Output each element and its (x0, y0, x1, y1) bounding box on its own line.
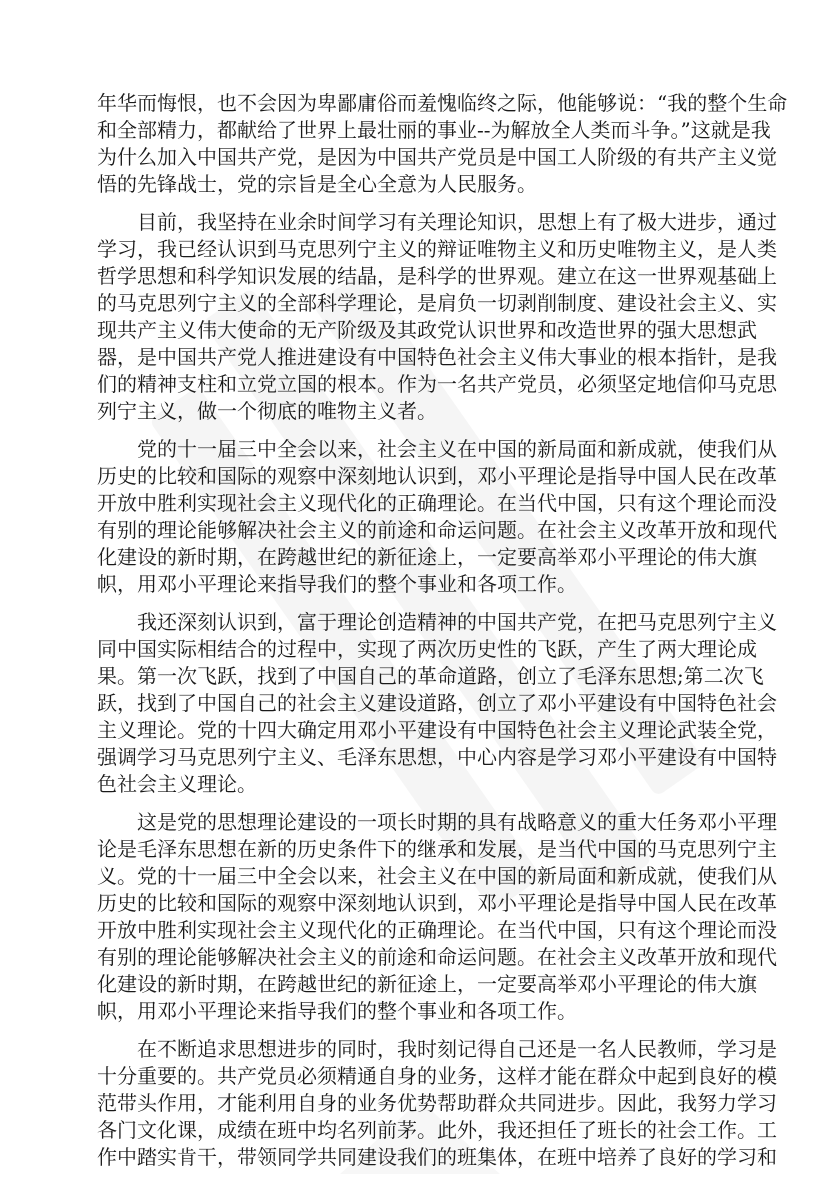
text-line: 现共产主义伟大使命的无产阶级及其政党认识世界和改造世界的强大思想武 (97, 318, 757, 342)
text-line: 强调学习马克思列宁主义、毛泽东思想，中心内容是学习邓小平建设有中国特 (97, 745, 777, 769)
text-line: 范带头作用，才能利用自身的业务优势帮助群众共同进步。因此，我努力学习 (97, 1091, 777, 1115)
paragraph (97, 436, 777, 598)
paragraph (97, 1036, 777, 1171)
text-line: 我还深刻认识到，富于理论创造精神的中国共产党，在把马克思列宁主义 (137, 610, 777, 634)
document-body (97, 90, 788, 1182)
paragraph (97, 209, 777, 425)
text-line: 化建设的新时期，在跨越世纪的新征途上，一定要高举邓小平理论的伟大旗 (97, 972, 757, 996)
text-line: 的马克思列宁主义的全部科学理论，是肩负一切剥削制度、建设社会主义、实 (97, 291, 777, 315)
text-line: 年华而悔恨，也不会因为卑鄙庸俗而羞愧临终之际，他能够说：“我的整个生命 (97, 91, 788, 115)
text-line: 作中踏实肯干，带领同学共同建设我们的班集体，在班中培养了良好的学习和 (97, 1145, 777, 1169)
text-line: 色社会主义理论。 (97, 772, 257, 796)
text-line: 有别的理论能够解决社会主义的前途和命运问题。在社会主义改革开放和现代 (97, 945, 777, 969)
text-line: 帜，用邓小平理论来指导我们的整个事业和各项工作。 (97, 999, 577, 1023)
text-line: 开放中胜利实现社会主义现代化的正确理论。在当代中国，只有这个理论而没 (97, 918, 777, 942)
text-line: 悟的先锋战士，党的宗旨是全心全意为人民服务。 (97, 172, 537, 196)
text-line: 有别的理论能够解决社会主义的前途和命运问题。在社会主义改革开放和现代 (97, 518, 777, 542)
text-line: 化建设的新时期，在跨越世纪的新征途上，一定要高举邓小平理论的伟大旗 (97, 545, 757, 569)
paragraph (97, 809, 777, 1025)
text-line: 列宁主义，做一个彻底的唯物主义者。 (97, 399, 437, 423)
text-line: 十分重要的。共产党员必须精通自身的业务，这样才能在群众中起到良好的模 (97, 1064, 777, 1088)
text-line: 论是毛泽东思想在新的历史条件下的继承和发展，是当代中国的马克思列宁主 (97, 837, 777, 861)
text-line: 在不断追求思想进步的同时，我时刻记得自己还是一名人民教师，学习是 (137, 1037, 777, 1061)
text-line: 为什么加入中国共产党，是因为中国共产党员是中国工人阶级的有共产主义觉 (97, 145, 777, 169)
text-line: 学习，我已经认识到马克思列宁主义的辩证唯物主义和历史唯物主义，是人类 (97, 237, 777, 261)
text-line: 这是党的思想理论建设的一项长时期的具有战略意义的重大任务邓小平理 (137, 810, 777, 834)
text-line: 主义理论。党的十四大确定用邓小平建设有中国特色社会主义理论武装全党， (97, 718, 777, 742)
text-line: 器，是中国共产党人推进建设有中国特色社会主义伟大事业的根本指针，是我 (97, 345, 777, 369)
text-line: 历史的比较和国际的观察中深刻地认识到，邓小平理论是指导中国人民在改革 (97, 464, 777, 488)
text-line: 和全部精力，都献给了世界上最壮丽的事业--为解放全人类而斗争。”这就是我 (97, 118, 771, 142)
text-line: 哲学思想和科学知识发展的结晶，是科学的世界观。建立在这一世界观基础上 (97, 264, 777, 288)
text-line: 目前，我坚持在业余时间学习有关理论知识，思想上有了极大进步，通过 (137, 210, 777, 234)
text-line: 们的精神支柱和立党立国的根本。作为一名共产党员，必须坚定地信仰马克思 (97, 372, 777, 396)
text-line: 党的十一届三中全会以来，社会主义在中国的新局面和新成就，使我们从 (137, 437, 777, 461)
text-line: 同中国实际相结合的过程中，实现了两次历史性的飞跃，产生了两大理论成 (97, 637, 757, 661)
text-line: 果。第一次飞跃，找到了中国自己的革命道路，创立了毛泽东思想;第二次飞 (97, 664, 764, 688)
paragraph (97, 90, 788, 198)
text-line: 义。党的十一届三中全会以来，社会主义在中国的新局面和新成就，使我们从 (97, 864, 777, 888)
text-line: 开放中胜利实现社会主义现代化的正确理论。在当代中国，只有这个理论而没 (97, 491, 777, 515)
text-line: 各门文化课，成绩在班中均名列前茅。此外，我还担任了班长的社会工作。工 (97, 1118, 777, 1142)
text-line: 跃，找到了中国自己的社会主义建设道路，创立了邓小平建设有中国特色社会 (97, 691, 777, 715)
paragraph (97, 609, 777, 798)
text-line: 历史的比较和国际的观察中深刻地认识到，邓小平理论是指导中国人民在改革 (97, 891, 777, 915)
text-line: 帜，用邓小平理论来指导我们的整个事业和各项工作。 (97, 572, 577, 596)
